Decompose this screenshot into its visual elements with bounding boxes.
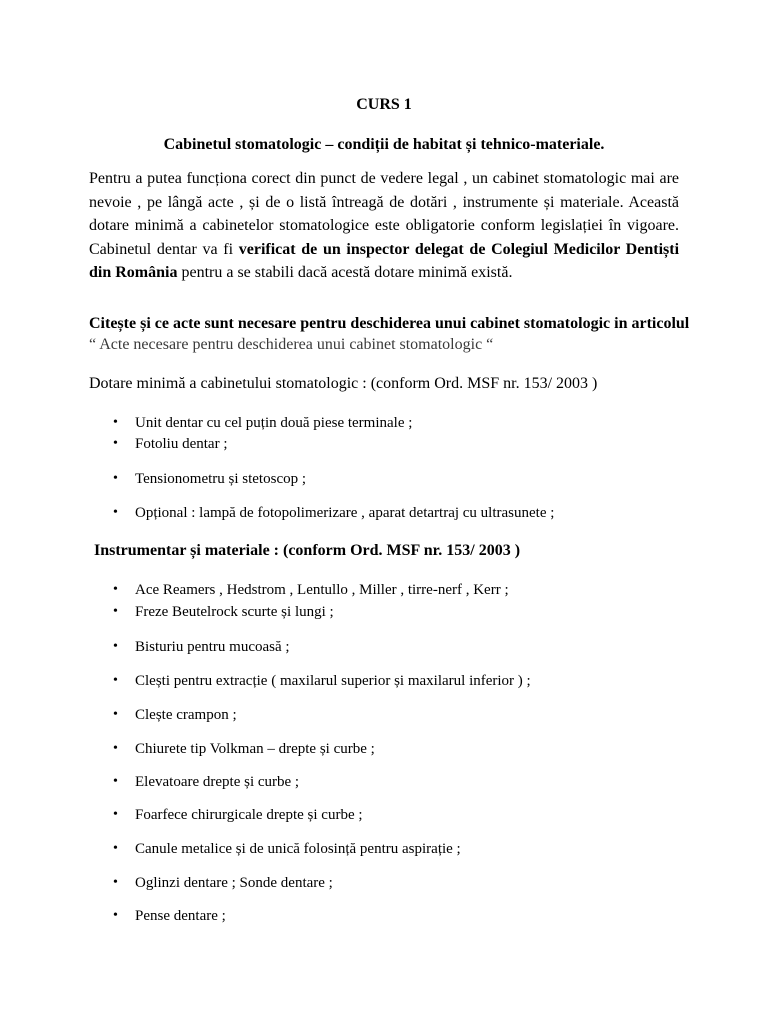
list-item-text: Tensionometru și stetoscop ; (135, 471, 307, 487)
intro-text-part2: pentru a se stabili dacă acestă dotare minimă există. (177, 264, 513, 281)
instrumentar-heading: Instrumentar și materiale : (conform Ord. MSF nr. 153/ 2003 ) (94, 542, 521, 559)
bullet-icon: • (113, 908, 118, 923)
bullet-icon: • (113, 639, 118, 654)
list-item-text: Fotoliu dentar ; (135, 436, 228, 452)
bullet-icon: • (113, 436, 118, 451)
bullet-icon: • (113, 707, 118, 722)
bullet-icon: • (113, 774, 118, 789)
list-item-text: Foarfece chirurgicale drepte și curbe ; (135, 807, 363, 823)
bullet-icon: • (113, 875, 118, 890)
acts-article-link[interactable]: “ Acte necesare pentru deschiderea unui cabinet stomatologic “ (89, 336, 494, 353)
bullet-icon: • (113, 807, 118, 822)
document-heading: Cabinetul stomatologic – condiții de habitat și tehnico-materiale. (163, 136, 605, 153)
bullet-icon: • (113, 415, 118, 430)
list-item-text: Canule metalice și de unică folosință pentru aspirație ; (135, 841, 461, 857)
list-item-text: Oglinzi dentare ; Sonde dentare ; (135, 875, 333, 891)
acts-text-bold: Citește și ce acte sunt necesare pentru deschiderea unui cabinet stomatologic in articolul (89, 315, 690, 332)
intro-paragraph (89, 167, 679, 285)
bullet-icon: • (113, 673, 118, 688)
bullet-icon: • (113, 741, 118, 756)
course-title: CURS 1 (356, 96, 412, 113)
bullet-icon: • (113, 841, 118, 856)
list-item-text: Freze Beutelrock scurte și lungi ; (135, 604, 334, 620)
bullet-icon: • (113, 604, 118, 619)
intro-text-part1: Pentru a putea funcționa corect din punct de vedere legal , un cabinet stomatologic mai are nevoie , pe lângă acte , și de o listă întreagă de dotări , instrumente și materiale. Această dotare minimă a cabinetelor stomatologice este obligatorie conform legislației în vigoare. Cabinetul dentar va fi (89, 170, 679, 258)
acts-paragraph (89, 313, 699, 355)
dotare-heading: Dotare minimă a cabinetului stomatologic : (conform Ord. MSF nr. 153/ 2003 ) (89, 375, 598, 392)
list-item-text: Unit dentar cu cel puțin două piese terminale ; (135, 415, 413, 431)
bullet-icon: • (113, 582, 118, 597)
list-item-text: Clește crampon ; (135, 707, 237, 723)
list-item-text: Ace Reamers , Hedstrom , Lentullo , Miller , tirre-nerf , Kerr ; (135, 582, 509, 598)
list-item-text: Clești pentru extracție ( maxilarul superior și maxilarul inferior ) ; (135, 673, 531, 689)
bullet-icon: • (113, 505, 118, 520)
list-item-text: Opțional : lampă de fotopolimerizare , aparat detartraj cu ultrasunete ; (135, 505, 555, 521)
list-item-text: Pense dentare ; (135, 908, 226, 924)
bullet-icon: • (113, 471, 118, 486)
list-item-text: Chiurete tip Volkman – drepte și curbe ; (135, 741, 375, 757)
list-item-text: Elevatoare drepte și curbe ; (135, 774, 300, 790)
list-item-text: Bisturiu pentru mucoasă ; (135, 639, 290, 655)
intro-text-bold: verificat de un inspector delegat de Colegiul Medicilor Dentiști din România (89, 240, 680, 281)
